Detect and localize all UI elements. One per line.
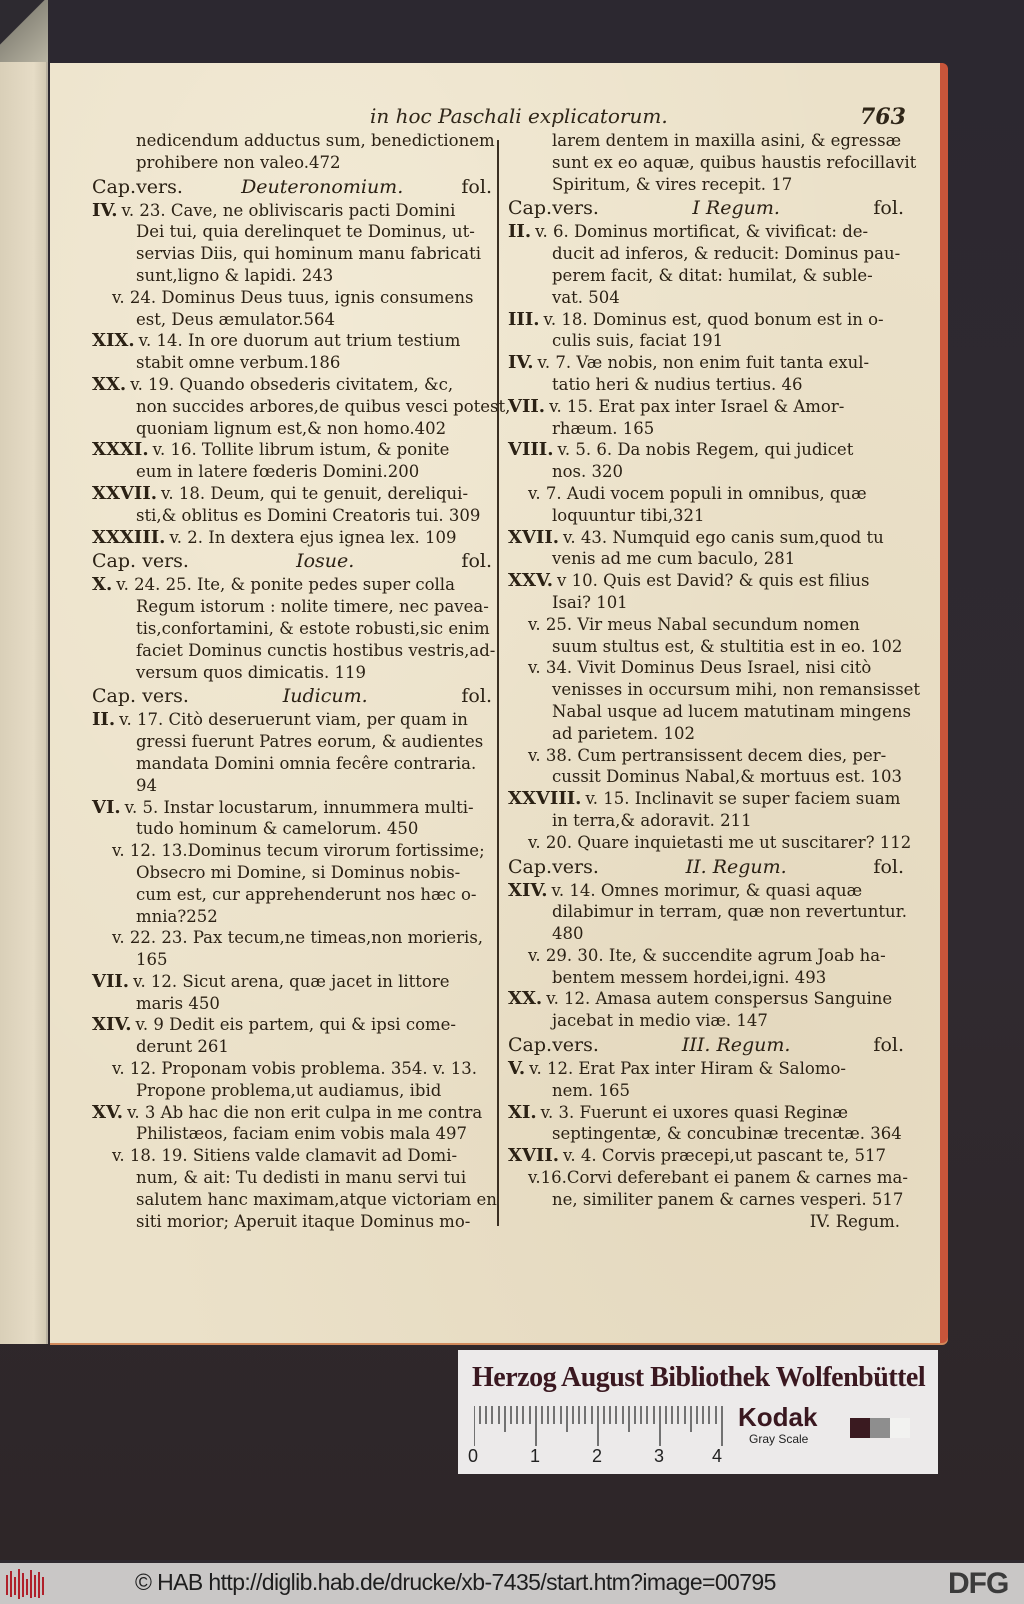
book-section-header <box>508 855 904 879</box>
index-entry <box>92 527 492 549</box>
entry-text: sunt ex eo aquæ, quibus haustis refocillavit <box>552 152 917 172</box>
gray-scale-label: Gray Scale <box>749 1432 809 1446</box>
chapter-number: IV. <box>92 199 118 221</box>
entry-text: v. 19. Quando obsederis civitatem, &c, <box>130 374 454 394</box>
section-header-fol: fol. <box>461 550 492 573</box>
section-header-fol: fol. <box>461 685 492 708</box>
entry-text: v. 7. Audi vocem populi in omnibus, quæ <box>528 483 867 503</box>
entry-text: v. 3 Ab hac die non erit culpa in me contra <box>127 1102 483 1122</box>
index-entry <box>508 988 904 1032</box>
chapter-number: XI. <box>508 1101 537 1123</box>
entry-text: num, & ait: Tu dedisti in manu servi tui <box>136 1168 467 1188</box>
chapter-number: XXXIII. <box>92 526 166 548</box>
entry-text: ne, similiter panem & carnes vesperi. 517 <box>552 1189 904 1209</box>
entry-text: venis ad me cum baculo, 281 <box>552 549 796 569</box>
gray-swatch <box>870 1418 890 1438</box>
chapter-number: VII. <box>92 970 130 992</box>
entry-text: sti,& oblitus es Domini Creatoris tui. 309 <box>136 505 481 525</box>
chapter-number: II. <box>508 221 532 243</box>
kodak-logo: Kodak <box>738 1402 818 1432</box>
index-entry <box>92 709 492 796</box>
column-divider <box>497 140 499 1226</box>
entry-text: v. 15. Erat pax inter Israel & Amor- <box>549 396 845 416</box>
entry-text: Philistæos, faciam enim vobis mala 497 <box>136 1124 467 1144</box>
section-header-cap: Cap. vers. <box>92 685 189 708</box>
book-section-header <box>508 1033 904 1057</box>
running-head: in hoc Paschali explicatorum. <box>370 104 668 128</box>
entry-text: Spiritum, & vires recepit. 17 <box>552 174 793 194</box>
index-entry <box>508 309 904 353</box>
entry-text: tudo hominum & camelorum. 450 <box>136 819 419 839</box>
entry-text: Regum istorum : nolite timere, nec pavea- <box>136 597 489 617</box>
ruler-label: 2 <box>592 1446 603 1466</box>
entry-text: vat. 504 <box>552 287 620 307</box>
ruler-label: 3 <box>654 1446 665 1466</box>
chapter-number: XV. <box>92 1101 124 1123</box>
entry-text: nem. 165 <box>552 1080 631 1100</box>
index-entry <box>508 832 912 854</box>
entry-text: v. 9 Dedit eis partem, qui & ipsi come- <box>135 1015 456 1035</box>
section-header-book: II. Regum. <box>685 855 787 878</box>
section-header-fol: fol. <box>461 175 492 198</box>
entry-text: v. 16. Tollite librum istum, & ponite <box>152 440 450 460</box>
index-entry <box>508 788 904 832</box>
section-header-cap: Cap. vers. <box>92 550 189 573</box>
index-entry <box>92 1058 492 1102</box>
index-entry-continuation <box>92 130 495 174</box>
entry-text: sunt,ligno & lapidi. 243 <box>136 265 334 285</box>
index-entry-continuation <box>508 130 917 195</box>
entry-text: v. 5. Instar locustarum, innummera multi- <box>124 797 474 817</box>
entry-text: v. 18. Dominus est, quod bonum est in o- <box>543 309 884 329</box>
entry-text: mnia?252 <box>136 906 218 926</box>
entry-text: v. 4. Corvis præcepi,ut pascant te, 517 <box>563 1146 887 1166</box>
index-entry <box>508 1167 908 1211</box>
chapter-number: XXVII. <box>92 482 158 504</box>
index-entry <box>508 614 904 658</box>
chapter-number: III. <box>508 308 540 330</box>
entry-text: v. 18. Deum, qui te genuit, dereliqui- <box>161 483 469 503</box>
entry-text: v. 5. 6. Da nobis Regem, qui judicet <box>557 440 854 460</box>
entry-text: venisses in occursum mihi, non remansisset <box>552 680 921 700</box>
entry-text: v. 6. Dominus mortificat, & vivificat: de- <box>535 222 869 242</box>
entry-text: septingentæ, & concubinæ trecentæ. 364 <box>552 1124 902 1144</box>
chapter-number: VI. <box>92 796 121 818</box>
entry-text: siti morior; Aperuit itaque Dominus mo- <box>136 1211 471 1231</box>
index-entry <box>92 971 492 1015</box>
entry-text: v. 14. Omnes morimur, & quasi aquæ <box>551 880 863 900</box>
section-header-cap: Cap.vers. <box>92 175 183 198</box>
section-header-cap: Cap.vers. <box>508 855 599 878</box>
entry-text: loquuntur tibi,321 <box>552 505 705 525</box>
gray-scale-swatches <box>850 1418 910 1438</box>
section-header-book: I Regum. <box>692 197 780 220</box>
entry-text: v. 23. Cave, ne obliviscaris pacti Domini <box>121 200 456 220</box>
chapter-number: XIV. <box>92 1014 132 1036</box>
entry-text: v. 2. In dextera ejus ignea lex. 109 <box>169 527 457 547</box>
index-entry <box>92 439 492 483</box>
entry-text: versum quos dimicatis. 119 <box>136 662 366 682</box>
index-entry <box>92 287 492 331</box>
book-section-header <box>92 549 492 573</box>
entry-text: cum est, cur apprehenderunt nos hæc o- <box>136 884 477 904</box>
chapter-number: XVII. <box>508 1145 560 1167</box>
entry-text: est, Deus æmulator.564 <box>136 309 335 329</box>
section-header-book: III. Regum. <box>681 1034 791 1057</box>
section-header-fol: fol. <box>873 197 904 220</box>
chapter-number: II. <box>92 709 116 731</box>
index-entry <box>508 745 904 789</box>
index-entry <box>92 1014 492 1058</box>
entry-text: v. 34. Vivit Dominus Deus Israel, nisi citò <box>528 658 872 678</box>
index-entry <box>508 527 904 571</box>
book-section-header <box>92 175 492 199</box>
chapter-number: XXXI. <box>92 439 149 461</box>
entry-text: v. 29. 30. Ite, & succendite agrum Joab ha- <box>528 945 886 965</box>
index-column-left <box>92 130 511 1232</box>
index-entry <box>508 352 904 396</box>
entry-text: eum in latere fœderis Domini.200 <box>136 462 420 482</box>
entry-text: suum stultus est, & stultitia est in eo. 102 <box>552 636 903 656</box>
catchword: IV. Regum. <box>809 1211 900 1231</box>
entry-text: Dei tui, quia derelinquet te Dominus, ut- <box>136 222 475 242</box>
footer-bar <box>0 1563 1024 1604</box>
section-header-book: Iosue. <box>296 550 355 573</box>
section-header-fol: fol. <box>873 855 904 878</box>
index-entry <box>508 570 904 614</box>
index-entry <box>508 879 907 945</box>
index-entry <box>92 797 492 841</box>
entry-text: 165 <box>136 950 168 970</box>
index-entry <box>508 1058 904 1102</box>
entry-text: derunt 261 <box>136 1037 229 1057</box>
index-entry <box>508 657 921 744</box>
ruler-label: 0 <box>468 1446 479 1466</box>
entry-text: dilabimur in terram, quæ non revertuntur. <box>552 902 907 922</box>
ruler-scale <box>474 1406 724 1446</box>
entry-text: v. 24. Dominus Deus tuus, ignis consumens <box>112 287 474 307</box>
index-entry <box>92 373 511 439</box>
entry-text: Isai? 101 <box>552 592 628 612</box>
entry-text: prohibere non valeo.472 <box>136 152 341 172</box>
permalink-url[interactable]: © HAB http://diglib.hab.de/drucke/xb-7435/start.htm?image=00795 <box>135 1569 776 1595</box>
index-entry <box>508 483 904 527</box>
entry-text: jacebat in medio viæ. 147 <box>552 1011 768 1031</box>
chapter-number: X. <box>92 574 113 596</box>
book-section-header <box>92 684 492 708</box>
entry-text: ducit ad inferos, & reducit: Dominus pau- <box>552 244 901 264</box>
entry-text: v.16.Corvi deferebant ei panem & carnes ma- <box>528 1168 908 1188</box>
index-entry <box>92 1102 492 1146</box>
entry-text: 480 <box>552 924 584 944</box>
entry-text: quoniam lignum est,& non homo.402 <box>136 418 447 438</box>
entry-text: in terra,& adoravit. 211 <box>552 810 752 830</box>
entry-text: faciet Dominus cunctis hostibus vestris,ad- <box>136 640 496 660</box>
index-entry <box>508 396 904 440</box>
entry-text: cussit Dominus Nabal,& mortuus est. 103 <box>552 767 903 787</box>
entry-text: bentem messem hordei,igni. 493 <box>552 967 827 987</box>
entry-text: nos. 320 <box>552 462 624 482</box>
index-entry <box>92 1145 497 1232</box>
gray-swatch <box>890 1418 910 1438</box>
entry-text: Nabal usque ad lucem matutinam mingens <box>552 701 911 721</box>
entry-text: non succides arbores,de quibus vesci potest, <box>136 396 511 416</box>
entry-text: v. 7. Væ nobis, non enim fuit tanta exul- <box>537 353 870 373</box>
book-section-header <box>508 196 904 220</box>
section-header-fol: fol. <box>873 1034 904 1057</box>
entry-text: stabit omne verbum.186 <box>136 353 341 373</box>
entry-text: v. 14. In ore duorum aut trium testium <box>138 331 461 351</box>
color-calibration-card <box>458 1350 938 1474</box>
entry-text: v. 25. Vir meus Nabal secundum nomen <box>528 614 860 634</box>
entry-text: v. 3. Fuerunt ei uxores quasi Reginæ <box>540 1102 849 1122</box>
entry-text: v. 12. Sicut arena, quæ jacet in littore <box>133 971 450 991</box>
chapter-number: XXVIII. <box>508 788 582 810</box>
entry-text: servias Diis, qui hominum manu fabricati <box>136 244 481 264</box>
index-entry <box>92 483 492 527</box>
chapter-number: XIV. <box>508 879 548 901</box>
index-entry <box>92 927 492 971</box>
entry-text: rhæum. 165 <box>552 418 655 438</box>
entry-text: tatio heri & nudius tertius. 46 <box>552 374 803 394</box>
entry-text: gressi fuerunt Patres eorum, & audientes <box>136 732 484 752</box>
entry-text: mandata Domini omnia fecêre contraria. <box>136 753 477 773</box>
entry-text: v. 24. 25. Ite, & ponite pedes super colla <box>116 575 455 595</box>
index-entry <box>508 945 904 989</box>
section-header-book: Deuteronomium. <box>241 175 404 198</box>
index-entry <box>92 330 492 374</box>
entry-text: larem dentem in maxilla asini, & egressæ <box>552 131 902 150</box>
entry-text: nedicendum adductus sum, benedictionem <box>136 131 495 150</box>
chapter-number: XX. <box>508 988 543 1010</box>
entry-text: v. 18. 19. Sitiens valde clamavit ad Domi- <box>112 1146 458 1166</box>
entry-text: Propone problema,ut audiamus, ibid <box>136 1080 442 1100</box>
chapter-number: XVII. <box>508 526 560 548</box>
entry-text: Obsecro mi Domine, si Dominus nobis- <box>136 862 461 882</box>
library-name: Herzog August Bibliothek Wolfenbüttel <box>472 1362 926 1393</box>
entry-text: v. 15. Inclinavit se super faciem suam <box>585 789 901 809</box>
facing-page-shadow <box>0 0 48 62</box>
entry-text: v. 12. Erat Pax inter Hiram & Salomo- <box>529 1059 846 1079</box>
ruler-label: 4 <box>712 1446 723 1466</box>
entry-text: v. 12. 13.Dominus tecum virorum fortissime; <box>112 841 485 861</box>
entry-text: v. 12. Amasa autem conspersus Sanguine <box>546 989 893 1009</box>
entry-text: v. 20. Quare inquietasti me ut suscitarer? 112 <box>528 832 912 852</box>
chapter-number: V. <box>508 1058 526 1080</box>
entry-text: v. 38. Cum pertransissent decem dies, per- <box>528 745 887 765</box>
index-entry <box>508 1102 904 1146</box>
chapter-number: VIII. <box>508 439 554 461</box>
index-entry <box>92 840 492 927</box>
entry-text: 94 <box>136 775 157 795</box>
entry-text: culis suis, faciat 191 <box>552 331 724 351</box>
chapter-number: VII. <box>508 395 546 417</box>
hab-logo-icon <box>4 1567 48 1601</box>
entry-text: v 10. Quis est David? & quis est filius <box>557 571 870 591</box>
entry-text: v. 43. Numquid ego canis sum,quod tu <box>563 527 884 547</box>
chapter-number: XIX. <box>92 330 135 352</box>
entry-text: v. 12. Proponam vobis problema. 354. v. 13. <box>112 1059 477 1079</box>
index-entry <box>508 221 904 308</box>
gray-swatch <box>850 1418 870 1438</box>
chapter-number: XXV. <box>508 570 554 592</box>
index-entry <box>508 439 904 483</box>
entry-text: salutem hanc maximam,atque victoriam en <box>136 1189 497 1209</box>
chapter-number: IV. <box>508 352 534 374</box>
chapter-number: XX. <box>92 373 127 395</box>
dfg-logo: DFG <box>948 1567 1009 1600</box>
entry-text: v. 17. Citò deseruerunt viam, per quam in <box>119 710 468 730</box>
entry-text: ad parietem. 102 <box>552 723 695 743</box>
ruler-label: 1 <box>530 1446 541 1466</box>
entry-text: tis,confortamini, & estote robusti,sic enim <box>136 618 490 638</box>
section-header-cap: Cap.vers. <box>508 1034 599 1057</box>
facing-page-edge <box>0 62 48 1344</box>
index-column-right <box>508 130 921 1232</box>
section-header-book: Iudicum. <box>282 685 368 708</box>
page-number: 763 <box>860 104 906 130</box>
entry-text: maris 450 <box>136 993 220 1013</box>
entry-text: perem facit, & ditat: humilat, & suble- <box>552 265 873 285</box>
index-entry <box>92 574 496 683</box>
index-entry <box>508 1145 904 1167</box>
section-header-cap: Cap.vers. <box>508 197 599 220</box>
index-entry <box>92 200 492 287</box>
entry-text: v. 22. 23. Pax tecum,ne timeas,non morieris, <box>112 928 484 948</box>
